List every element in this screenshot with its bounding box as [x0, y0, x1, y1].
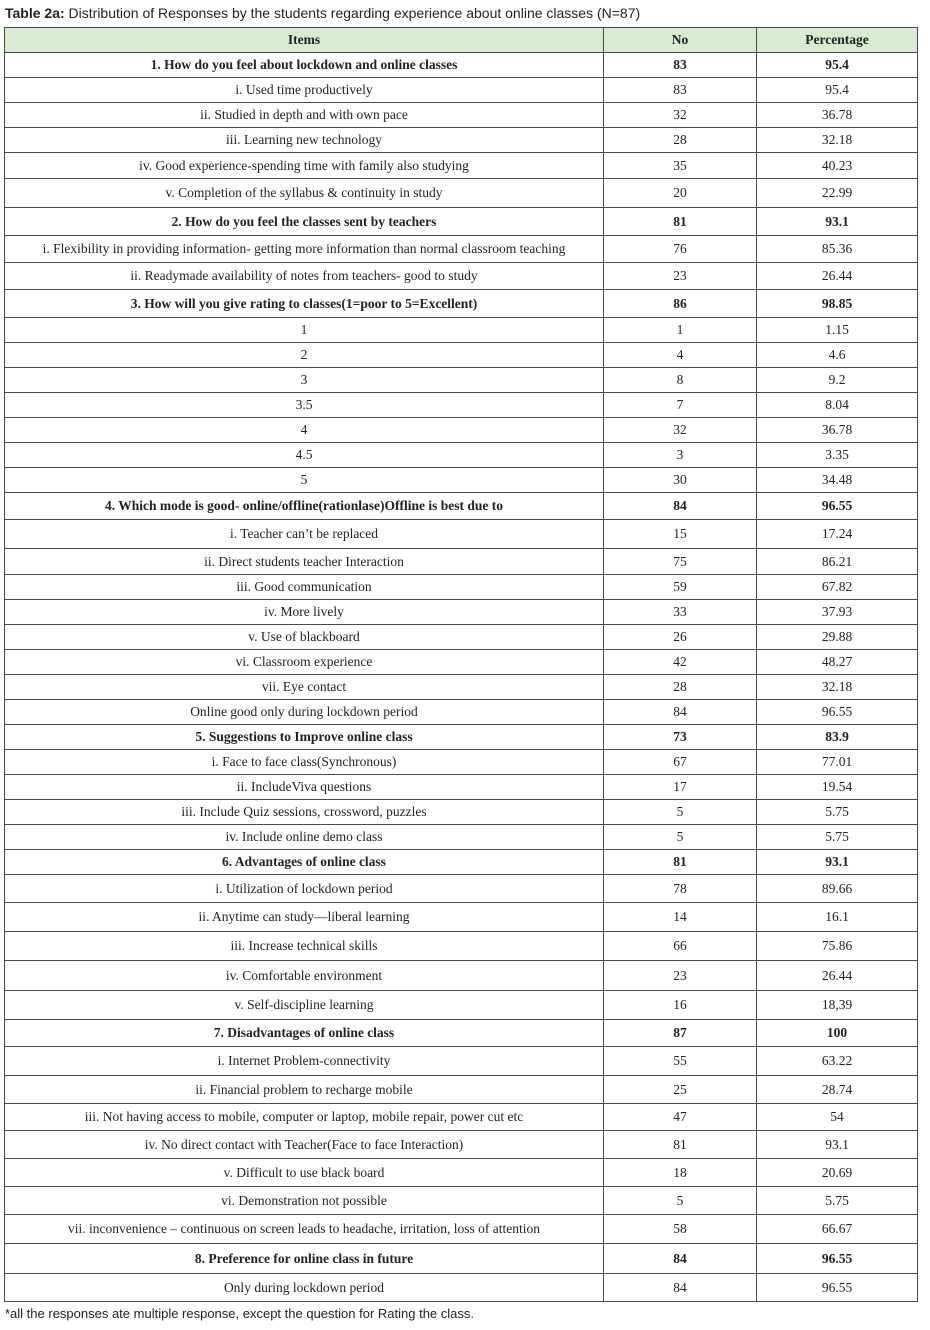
item-cell: 4. Which mode is good- online/offline(rationlase)Offline is best due to: [5, 493, 604, 520]
no-cell: 81: [604, 850, 757, 875]
percentage-cell: 28.74: [757, 1076, 918, 1104]
percentage-cell: 75.86: [757, 932, 918, 961]
no-cell: 5: [604, 825, 757, 850]
table-caption: [5, 3, 925, 23]
item-cell: 7. Disadvantages of online class: [5, 1020, 604, 1047]
table-row: [5, 875, 918, 903]
table-row: [5, 549, 918, 575]
table-row: [5, 775, 918, 800]
header-no: No: [604, 28, 757, 53]
percentage-cell: 26.44: [757, 961, 918, 991]
no-cell: 23: [604, 263, 757, 290]
percentage-cell: 48.27: [757, 650, 918, 675]
table-section-row: [5, 1244, 918, 1274]
no-cell: 81: [604, 1131, 757, 1159]
percentage-cell: 34.48: [757, 468, 918, 493]
no-cell: 81: [604, 208, 757, 236]
no-cell: 84: [604, 1274, 757, 1302]
table-footnote: *all the responses ate multiple response, except the question for Rating the class.: [5, 1306, 474, 1321]
percentage-cell: 19.54: [757, 775, 918, 800]
table-row: [5, 468, 918, 493]
table-row: [5, 600, 918, 625]
table-row: [5, 1076, 918, 1104]
item-cell: vii. inconvenience – continuous on screen leads to headache, irritation, loss of attention: [5, 1215, 604, 1244]
percentage-cell: 5.75: [757, 1187, 918, 1215]
no-cell: 66: [604, 932, 757, 961]
table-row: [5, 961, 918, 991]
item-cell: 3.5: [5, 393, 604, 418]
percentage-cell: 93.1: [757, 1131, 918, 1159]
no-cell: 4: [604, 343, 757, 368]
no-cell: 15: [604, 520, 757, 549]
no-cell: 7: [604, 393, 757, 418]
percentage-cell: 17.24: [757, 520, 918, 549]
item-cell: v. Use of blackboard: [5, 625, 604, 650]
no-cell: 84: [604, 700, 757, 725]
percentage-cell: 20.69: [757, 1159, 918, 1187]
percentage-cell: 93.1: [757, 208, 918, 236]
table-row: [5, 343, 918, 368]
item-cell: 4: [5, 418, 604, 443]
no-cell: 32: [604, 418, 757, 443]
item-cell: i. Used time productively: [5, 78, 604, 103]
no-cell: 3: [604, 443, 757, 468]
no-cell: 55: [604, 1047, 757, 1076]
table-section-row: [5, 208, 918, 236]
item-cell: 2: [5, 343, 604, 368]
header-percentage: Percentage: [757, 28, 918, 53]
table-row: [5, 78, 918, 103]
percentage-cell: 77.01: [757, 750, 918, 775]
item-cell: 4.5: [5, 443, 604, 468]
table-section-row: [5, 53, 918, 78]
percentage-cell: 100: [757, 1020, 918, 1047]
no-cell: 87: [604, 1020, 757, 1047]
no-cell: 86: [604, 290, 757, 318]
percentage-cell: 9.2: [757, 368, 918, 393]
no-cell: 84: [604, 493, 757, 520]
table-row: [5, 103, 918, 128]
item-cell: 1. How do you feel about lockdown and online classes: [5, 53, 604, 78]
percentage-cell: 98.85: [757, 290, 918, 318]
no-cell: 1: [604, 318, 757, 343]
item-cell: i. Flexibility in providing information- getting more information than normal classroom teaching: [5, 236, 604, 263]
table-section-row: [5, 725, 918, 750]
table-row: [5, 1159, 918, 1187]
percentage-cell: 83.9: [757, 725, 918, 750]
percentage-cell: 66.67: [757, 1215, 918, 1244]
no-cell: 5: [604, 800, 757, 825]
percentage-cell: 96.55: [757, 1244, 918, 1274]
item-cell: vi. Demonstration not possible: [5, 1187, 604, 1215]
item-cell: ii. Anytime can study—liberal learning: [5, 903, 604, 932]
item-cell: iii. Include Quiz sessions, crossword, puzzles: [5, 800, 604, 825]
item-cell: iv. Include online demo class: [5, 825, 604, 850]
table-row: [5, 625, 918, 650]
no-cell: 75: [604, 549, 757, 575]
responses-table: [4, 27, 918, 1302]
table-row: [5, 179, 918, 208]
no-cell: 8: [604, 368, 757, 393]
item-cell: i. Internet Problem-connectivity: [5, 1047, 604, 1076]
item-cell: i. Teacher can’t be replaced: [5, 520, 604, 549]
table-section-row: [5, 493, 918, 520]
percentage-cell: 36.78: [757, 103, 918, 128]
percentage-cell: 95.4: [757, 53, 918, 78]
percentage-cell: 85.36: [757, 236, 918, 263]
percentage-cell: 36.78: [757, 418, 918, 443]
item-cell: 8. Preference for online class in future: [5, 1244, 604, 1274]
no-cell: 16: [604, 991, 757, 1020]
item-cell: ii. Direct students teacher Interaction: [5, 549, 604, 575]
percentage-cell: 37.93: [757, 600, 918, 625]
percentage-cell: 18,39: [757, 991, 918, 1020]
item-cell: v. Difficult to use black board: [5, 1159, 604, 1187]
item-cell: vi. Classroom experience: [5, 650, 604, 675]
item-cell: 3. How will you give rating to classes(1=poor to 5=Excellent): [5, 290, 604, 318]
item-cell: iv. Good experience-spending time with family also studying: [5, 153, 604, 179]
item-cell: v. Self-discipline learning: [5, 991, 604, 1020]
no-cell: 18: [604, 1159, 757, 1187]
item-cell: ii. Studied in depth and with own pace: [5, 103, 604, 128]
table-row: [5, 1274, 918, 1302]
table-row: [5, 443, 918, 468]
item-cell: vii. Eye contact: [5, 675, 604, 700]
table-row: [5, 675, 918, 700]
no-cell: 83: [604, 53, 757, 78]
table-row: [5, 903, 918, 932]
item-cell: iii. Good communication: [5, 575, 604, 600]
no-cell: 73: [604, 725, 757, 750]
percentage-cell: 67.82: [757, 575, 918, 600]
no-cell: 84: [604, 1244, 757, 1274]
table-row: [5, 128, 918, 153]
percentage-cell: 96.55: [757, 700, 918, 725]
percentage-cell: 5.75: [757, 825, 918, 850]
table-row: [5, 800, 918, 825]
table-row: [5, 932, 918, 961]
percentage-cell: 29.88: [757, 625, 918, 650]
item-cell: iv. More lively: [5, 600, 604, 625]
percentage-cell: 93.1: [757, 850, 918, 875]
no-cell: 59: [604, 575, 757, 600]
no-cell: 33: [604, 600, 757, 625]
percentage-cell: 95.4: [757, 78, 918, 103]
no-cell: 35: [604, 153, 757, 179]
percentage-cell: 96.55: [757, 1274, 918, 1302]
no-cell: 30: [604, 468, 757, 493]
no-cell: 67: [604, 750, 757, 775]
percentage-cell: 3.35: [757, 443, 918, 468]
table-row: [5, 650, 918, 675]
no-cell: 47: [604, 1104, 757, 1131]
table-row: [5, 1104, 918, 1131]
item-cell: 1: [5, 318, 604, 343]
table-section-row: [5, 1020, 918, 1047]
item-cell: ii. IncludeViva questions: [5, 775, 604, 800]
item-cell: ii. Financial problem to recharge mobile: [5, 1076, 604, 1104]
item-cell: i. Utilization of lockdown period: [5, 875, 604, 903]
table-row: [5, 825, 918, 850]
no-cell: 28: [604, 675, 757, 700]
no-cell: 23: [604, 961, 757, 991]
table-row: [5, 575, 918, 600]
percentage-cell: 63.22: [757, 1047, 918, 1076]
table-row: [5, 418, 918, 443]
table-caption-label: Table 2a:: [5, 5, 65, 21]
no-cell: 76: [604, 236, 757, 263]
table-row: [5, 520, 918, 549]
no-cell: 42: [604, 650, 757, 675]
table-row: [5, 750, 918, 775]
percentage-cell: 96.55: [757, 493, 918, 520]
table-header-row: [5, 28, 918, 53]
item-cell: Only during lockdown period: [5, 1274, 604, 1302]
item-cell: iii. Not having access to mobile, computer or laptop, mobile repair, power cut etc: [5, 1104, 604, 1131]
item-cell: 6. Advantages of online class: [5, 850, 604, 875]
table-row: [5, 153, 918, 179]
table-row: [5, 1215, 918, 1244]
item-cell: iv. Comfortable environment: [5, 961, 604, 991]
percentage-cell: 32.18: [757, 675, 918, 700]
no-cell: 32: [604, 103, 757, 128]
table-row: [5, 700, 918, 725]
percentage-cell: 86.21: [757, 549, 918, 575]
percentage-cell: 5.75: [757, 800, 918, 825]
table-row: [5, 368, 918, 393]
item-cell: 2. How do you feel the classes sent by teachers: [5, 208, 604, 236]
no-cell: 58: [604, 1215, 757, 1244]
no-cell: 25: [604, 1076, 757, 1104]
table-row: [5, 236, 918, 263]
table-row: [5, 991, 918, 1020]
no-cell: 28: [604, 128, 757, 153]
percentage-cell: 22.99: [757, 179, 918, 208]
percentage-cell: 89.66: [757, 875, 918, 903]
no-cell: 17: [604, 775, 757, 800]
no-cell: 20: [604, 179, 757, 208]
item-cell: iii. Increase technical skills: [5, 932, 604, 961]
table-row: [5, 1047, 918, 1076]
table-section-row: [5, 290, 918, 318]
percentage-cell: 54: [757, 1104, 918, 1131]
table-section-row: [5, 850, 918, 875]
header-items: Items: [5, 28, 604, 53]
no-cell: 14: [604, 903, 757, 932]
item-cell: Online good only during lockdown period: [5, 700, 604, 725]
percentage-cell: 1.15: [757, 318, 918, 343]
no-cell: 83: [604, 78, 757, 103]
percentage-cell: 16.1: [757, 903, 918, 932]
item-cell: v. Completion of the syllabus & continuity in study: [5, 179, 604, 208]
table-row: [5, 1131, 918, 1159]
item-cell: iv. No direct contact with Teacher(Face to face Interaction): [5, 1131, 604, 1159]
table-row: [5, 318, 918, 343]
item-cell: 5. Suggestions to Improve online class: [5, 725, 604, 750]
table-row: [5, 263, 918, 290]
item-cell: 5: [5, 468, 604, 493]
item-cell: ii. Readymade availability of notes from teachers- good to study: [5, 263, 604, 290]
no-cell: 26: [604, 625, 757, 650]
table-row: [5, 1187, 918, 1215]
percentage-cell: 26.44: [757, 263, 918, 290]
percentage-cell: 8.04: [757, 393, 918, 418]
percentage-cell: 40.23: [757, 153, 918, 179]
percentage-cell: 4.6: [757, 343, 918, 368]
table-row: [5, 393, 918, 418]
no-cell: 78: [604, 875, 757, 903]
item-cell: iii. Learning new technology: [5, 128, 604, 153]
no-cell: 5: [604, 1187, 757, 1215]
percentage-cell: 32.18: [757, 128, 918, 153]
item-cell: 3: [5, 368, 604, 393]
item-cell: i. Face to face class(Synchronous): [5, 750, 604, 775]
table-caption-text: Distribution of Responses by the students regarding experience about online classes (N=87): [68, 5, 641, 21]
